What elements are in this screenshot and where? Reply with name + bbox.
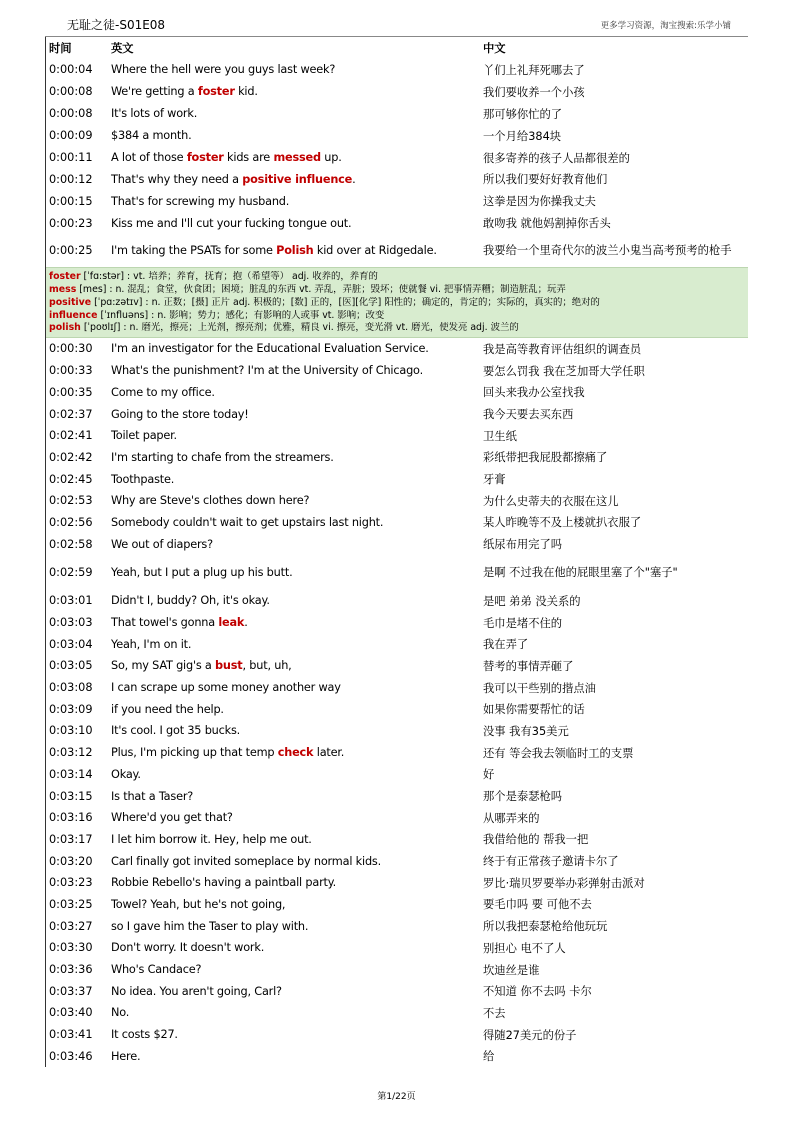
chinese-cell: 如果你需要帮忙的话: [483, 703, 585, 717]
table-row: [46, 403, 748, 425]
time-cell: 0:03:41: [49, 1028, 93, 1042]
english-text: [111, 724, 240, 737]
english-cell: [111, 59, 335, 81]
english-text: [111, 768, 141, 781]
chinese-cell: 是啊 不过我在他的屁眼里塞了个"塞子": [483, 565, 678, 579]
time-cell: 0:02:59: [49, 565, 93, 579]
table-row: [46, 633, 748, 655]
english-cell: [111, 1002, 129, 1024]
header-note: 更多学习资源，淘宝搜索:乐学小铺: [600, 21, 731, 31]
table-row: [46, 763, 748, 785]
time-cell: 0:00:08: [49, 85, 93, 99]
time-cell: 0:00:12: [49, 172, 93, 186]
time-cell: 0:00:08: [49, 107, 93, 121]
vocabulary-box: [46, 267, 748, 338]
table-row: [46, 894, 748, 916]
english-cell: [111, 1024, 178, 1046]
chinese-cell: 终于有正常孩子邀请卡尔了: [483, 855, 619, 869]
text-segment: Here.: [111, 1049, 141, 1063]
text-segment: kid.: [234, 85, 258, 99]
english-cell: [111, 103, 197, 125]
chinese-cell: 我们要收养一个小孩: [483, 85, 585, 99]
english-text: [111, 408, 249, 421]
text-segment: We're getting a: [111, 85, 198, 99]
text-segment: No idea. You aren't going, Carl?: [111, 984, 282, 998]
text-segment: Okay.: [111, 767, 141, 781]
text-segment: Why are Steve's clothes down here?: [111, 494, 310, 508]
keyword-highlight: check: [277, 746, 314, 760]
page-header: [45, 16, 748, 34]
chinese-cell: 丫们上礼拜死哪去了: [483, 63, 585, 77]
table-row: [46, 1024, 748, 1046]
text-segment: up.: [320, 151, 342, 164]
text-segment: Plus, I'm picking up that temp: [111, 746, 278, 760]
table-row: [46, 59, 748, 81]
table-row: [46, 447, 748, 469]
english-cell: [111, 147, 342, 169]
english-cell: [111, 959, 201, 981]
chinese-cell: 替考的事情弄砸了: [483, 659, 574, 673]
time-cell: 0:03:46: [49, 1049, 93, 1063]
table-row: [46, 425, 748, 447]
table-row: [46, 698, 748, 720]
time-cell: 0:00:09: [49, 129, 93, 143]
document-title: 无耻之徒-S01E08: [67, 18, 166, 32]
english-text: [111, 386, 215, 399]
keyword-highlight: leak: [218, 616, 245, 630]
chinese-cell: 纸尿布用完了吗: [483, 538, 563, 552]
time-cell: 0:03:16: [49, 811, 93, 825]
time-cell: 0:02:42: [49, 450, 93, 464]
time-cell: 0:03:03: [49, 616, 93, 630]
table-row: [46, 468, 748, 490]
english-cell: [111, 677, 341, 699]
english-text: [111, 85, 258, 98]
english-cell: [111, 633, 191, 655]
time-cell: 0:02:45: [49, 472, 93, 486]
text-segment: I'm an investigator for the Educational Evaluation Service.: [111, 342, 429, 356]
english-cell: [111, 872, 336, 894]
vocab-word: positive: [49, 296, 92, 308]
table-row: [46, 555, 748, 590]
table-row: [46, 959, 748, 981]
english-cell: [111, 425, 177, 447]
text-segment: It's lots of work.: [111, 107, 198, 121]
table-row: [46, 234, 748, 267]
english-cell: [111, 807, 233, 829]
vocab-entry: [49, 284, 748, 297]
time-cell: 0:03:40: [49, 1006, 93, 1020]
subtitle-rows-bottom: [46, 338, 748, 1067]
english-text: [111, 746, 344, 759]
english-text: [111, 107, 197, 120]
time-cell: 0:03:08: [49, 681, 93, 695]
text-segment: Somebody couldn't wait to get upstairs last night.: [111, 515, 384, 529]
text-segment: That towel's gonna: [111, 616, 219, 630]
english-text: [111, 1006, 129, 1019]
text-segment: I let him borrow it. Hey, help me out.: [111, 832, 312, 846]
text-segment: A lot of those: [111, 151, 187, 164]
text-segment: No.: [111, 1006, 130, 1020]
english-cell: [111, 381, 215, 403]
text-segment: so I gave him the Taser to play with.: [111, 919, 309, 933]
english-cell: [111, 915, 308, 937]
chinese-cell: 一个月给384块: [483, 129, 562, 143]
chinese-cell: 卫生纸: [483, 429, 517, 443]
time-cell: 0:03:01: [49, 594, 93, 608]
english-text: [111, 833, 312, 846]
time-cell: 0:03:10: [49, 724, 93, 738]
chinese-cell: 回头来我办公室找我: [483, 386, 585, 400]
vocab-definition: [ˈfɑ:stər] : vt. 培养；养育，抚育；抱（希望等） adj. 收养的，养育的: [80, 271, 378, 283]
text-segment: Towel? Yeah, but he's not going,: [111, 897, 286, 911]
english-text: [111, 151, 342, 164]
english-text: [111, 429, 177, 442]
table-row: [46, 512, 748, 534]
keyword-highlight: positive influence: [242, 172, 353, 186]
time-cell: 0:00:04: [49, 63, 93, 77]
english-cell: [111, 698, 224, 720]
time-cell: 0:02:53: [49, 494, 93, 508]
vocab-definition: [ˈɪnfluəns] : n. 影响；势力；感化；有影响的人或事 vt. 影响；改变: [97, 309, 385, 321]
vocab-entry: [49, 271, 748, 284]
text-segment: Yeah, but I put a plug up his butt.: [111, 565, 293, 579]
english-cell: [111, 234, 437, 267]
chinese-cell: 某人昨晚等不及上楼就扒衣服了: [483, 516, 642, 530]
chinese-cell: 好: [483, 768, 495, 782]
english-text: [111, 538, 213, 551]
vocab-entry: [49, 310, 748, 323]
text-segment: if you need the help.: [111, 702, 224, 716]
text-segment: Robbie Rebello's having a paintball party.: [111, 876, 337, 890]
english-cell: [111, 894, 285, 916]
table-row: [46, 829, 748, 851]
keyword-highlight: foster: [197, 85, 235, 99]
text-segment: Where'd you get that?: [111, 811, 233, 825]
chinese-cell: 牙膏: [483, 473, 506, 487]
english-text: [111, 920, 308, 933]
english-cell: [111, 850, 381, 872]
table-row: [46, 81, 748, 103]
time-cell: 0:02:56: [49, 515, 93, 529]
chinese-cell: 我可以干些别的揩点油: [483, 681, 596, 695]
text-segment: Yeah, I'm on it.: [111, 637, 192, 651]
time-cell: 0:03:36: [49, 963, 93, 977]
time-cell: 0:03:09: [49, 702, 93, 716]
table-row: [46, 1045, 748, 1067]
column-header-chinese: 中文: [483, 42, 506, 55]
text-segment: Come to my office.: [111, 385, 215, 399]
english-text: [111, 963, 201, 976]
chinese-cell: 从哪弄来的: [483, 811, 540, 825]
text-segment: Is that a Taser?: [111, 789, 194, 803]
english-text: [111, 638, 191, 651]
table-row: [46, 190, 748, 212]
chinese-cell: 要毛巾吗 要 可他不去: [483, 898, 592, 912]
text-segment: kid over at Ridgedale.: [313, 244, 437, 258]
table-row: [46, 785, 748, 807]
table-row: [46, 212, 748, 234]
english-cell: [111, 168, 356, 190]
text-segment: Don't worry. It doesn't work.: [111, 941, 265, 955]
english-cell: [111, 490, 309, 512]
time-cell: 0:00:25: [49, 244, 93, 258]
time-cell: 0:03:05: [49, 659, 93, 673]
english-text: [111, 173, 356, 186]
chinese-cell: 还有 等会我去领临时工的支票: [483, 746, 634, 760]
text-segment: .: [352, 172, 356, 186]
chinese-cell: 那可够你忙的了: [483, 107, 563, 121]
time-cell: 0:03:12: [49, 746, 93, 760]
english-cell: [111, 468, 174, 490]
keyword-highlight: Polish: [276, 244, 314, 258]
text-segment: I can scrape up some money another way: [111, 681, 341, 695]
time-cell: 0:03:14: [49, 767, 93, 781]
time-cell: 0:03:30: [49, 941, 93, 955]
chinese-cell: 坎迪丝是谁: [483, 963, 540, 977]
keyword-highlight: messed: [273, 151, 321, 164]
english-cell: [111, 1045, 140, 1067]
english-cell: [111, 190, 289, 212]
table-row: [46, 338, 748, 360]
text-segment: It's cool. I got 35 bucks.: [111, 724, 241, 738]
text-segment: kids are: [223, 151, 274, 164]
text-segment: Toothpaste.: [111, 472, 175, 486]
chinese-cell: 我在弄了: [483, 638, 529, 652]
english-text: [111, 985, 282, 998]
table-row: [46, 125, 748, 147]
english-cell: [111, 655, 292, 677]
english-cell: [111, 612, 248, 634]
page-number: 第1/22页: [377, 1092, 416, 1102]
table-row: [46, 807, 748, 829]
english-cell: [111, 937, 264, 959]
keyword-highlight: bust: [215, 659, 243, 673]
text-segment: It costs $27.: [111, 1028, 178, 1042]
english-cell: [111, 447, 334, 469]
time-cell: 0:00:33: [49, 364, 93, 378]
english-text: [111, 659, 292, 672]
english-text: [111, 63, 335, 76]
english-text: [111, 594, 270, 607]
chinese-cell: 我借给他的 帮我一把: [483, 833, 589, 847]
chinese-cell: 不去: [483, 1006, 506, 1020]
english-cell: [111, 720, 240, 742]
text-segment: We out of diapers?: [111, 537, 213, 551]
text-segment: , but, uh,: [242, 659, 292, 673]
time-cell: 0:03:37: [49, 984, 93, 998]
time-cell: 0:03:25: [49, 897, 93, 911]
english-text: [111, 876, 336, 889]
english-text: [111, 244, 437, 257]
table-row: [46, 655, 748, 677]
subtitle-table: [45, 37, 748, 1067]
english-cell: [111, 360, 423, 382]
chinese-cell: 我要给一个里奇代尔的波兰小鬼当高考预考的枪手: [483, 244, 732, 258]
time-cell: 0:03:04: [49, 637, 93, 651]
text-segment: So, my SAT gig's a: [111, 659, 216, 673]
table-row: [46, 742, 748, 764]
table-row: [46, 850, 748, 872]
time-cell: 0:00:15: [49, 194, 93, 208]
text-segment: That's for screwing my husband.: [111, 194, 290, 208]
english-text: [111, 129, 192, 142]
english-text: [111, 494, 309, 507]
vocab-word: influence: [49, 309, 98, 321]
time-cell: 0:02:58: [49, 537, 93, 551]
text-segment: I'm starting to chafe from the streamers.: [111, 450, 334, 464]
english-cell: [111, 829, 312, 851]
vocab-entry: [49, 297, 748, 310]
column-header-time: 时间: [49, 42, 72, 55]
english-cell: [111, 338, 429, 360]
chinese-cell: 很多寄养的孩子人品都很差的: [483, 151, 630, 165]
text-segment: Going to the store today!: [111, 407, 249, 421]
english-cell: [111, 742, 344, 764]
vocab-entry: [49, 322, 748, 335]
english-text: [111, 566, 292, 579]
chinese-cell: 我今天要去买东西: [483, 408, 574, 422]
chinese-cell: 那个是泰瑟枪吗: [483, 790, 563, 804]
table-row: [46, 872, 748, 894]
english-text: [111, 855, 381, 868]
table-row: [46, 677, 748, 699]
english-text: [111, 516, 383, 529]
chinese-cell: 不知道 你不去吗 卡尔: [483, 985, 592, 999]
chinese-cell: 罗比·瑞贝罗要举办彩弹射击派对: [483, 876, 645, 890]
time-cell: 0:00:11: [49, 151, 93, 164]
english-text: [111, 681, 341, 694]
text-segment: Where the hell were you guys last week?: [111, 63, 336, 77]
english-text: [111, 195, 289, 208]
chinese-cell: 为什么史蒂夫的衣服在这儿: [483, 494, 619, 508]
vocab-definition: [ˈpɑ:zətɪv] : n. 正数；[摄] 正片 adj. 积极的；[数] 正的，[医][化学] 阳性的；确定的，肯定的；实际的，真实的；绝对的: [91, 296, 600, 308]
time-cell: 0:00:23: [49, 216, 93, 230]
english-cell: [111, 980, 282, 1002]
english-text: [111, 473, 174, 486]
time-cell: 0:03:27: [49, 919, 93, 933]
table-row: [46, 980, 748, 1002]
time-cell: 0:03:15: [49, 789, 93, 803]
text-segment: That's why they need a: [111, 172, 243, 186]
english-cell: [111, 555, 292, 590]
chinese-cell: 给: [483, 1050, 495, 1064]
english-text: [111, 898, 285, 911]
table-row: [46, 168, 748, 190]
table-row: [46, 612, 748, 634]
english-text: [111, 364, 423, 377]
vocab-word: foster: [49, 271, 81, 283]
table-row: [46, 915, 748, 937]
time-cell: 0:02:37: [49, 407, 93, 421]
english-cell: [111, 512, 383, 534]
table-row: [46, 103, 748, 125]
text-segment: What's the punishment? I'm at the University of Chicago.: [111, 364, 423, 378]
english-text: [111, 1050, 140, 1063]
time-cell: 0:03:23: [49, 876, 93, 890]
chinese-cell: 所以我们要好好教育他们: [483, 173, 608, 187]
vocab-definition: [mes] : n. 混乱；食堂，伙食团；困境；脏乱的东西 vt. 弄乱，弄脏；毁坏；使就餐 vi. 把事情弄糟；制造脏乱；玩弄: [76, 283, 566, 295]
chinese-cell: 是吧 弟弟 没关系的: [483, 594, 581, 608]
subtitle-rows-top: [46, 59, 748, 267]
time-cell: 0:02:41: [49, 429, 93, 443]
text-segment: later.: [313, 746, 345, 760]
text-segment: Didn't I, buddy? Oh, it's okay.: [111, 594, 270, 608]
english-cell: [111, 590, 270, 612]
text-segment: Kiss me and I'll cut your fucking tongue out.: [111, 216, 352, 230]
text-segment: .: [244, 616, 248, 630]
keyword-highlight: foster: [186, 151, 224, 164]
english-text: [111, 217, 351, 230]
english-cell: [111, 763, 141, 785]
table-row: [46, 490, 748, 512]
column-header-english: 英文: [111, 42, 134, 55]
chinese-cell: 没事 我有35美元: [483, 724, 569, 738]
table-row: [46, 360, 748, 382]
chinese-cell: 敢吻我 就他妈割掉你舌头: [483, 217, 611, 231]
english-text: [111, 811, 233, 824]
text-segment: $384 a month.: [111, 129, 192, 143]
table-row: [46, 1002, 748, 1024]
text-segment: Who's Candace?: [111, 963, 202, 977]
vocab-definition: [ˈpoʊlɪʃ] : n. 磨光，擦亮；上光剂，擦亮剂；优雅，精良 vi. 擦亮，变光滑 vt. 磨光，使发亮 adj. 波兰的: [80, 322, 519, 334]
table-row: [46, 533, 748, 555]
table-row: [46, 590, 748, 612]
vocab-word: mess: [49, 283, 77, 295]
english-text: [111, 1028, 178, 1041]
english-cell: [111, 785, 193, 807]
vocab-word: polish: [49, 322, 81, 334]
english-text: [111, 616, 248, 629]
english-cell: [111, 212, 351, 234]
english-text: [111, 941, 264, 954]
english-text: [111, 790, 193, 803]
table-row: [46, 937, 748, 959]
text-segment: I'm taking the PSATs for some: [111, 244, 277, 258]
table-row: [46, 720, 748, 742]
text-segment: Toilet paper.: [111, 429, 177, 443]
chinese-cell: 这拳是因为你操我丈夫: [483, 195, 596, 209]
table-header-row: [46, 37, 748, 59]
chinese-cell: 毛巾是堵不住的: [483, 616, 563, 630]
chinese-cell: 彩纸带把我屁股都擦痛了: [483, 451, 608, 465]
english-text: [111, 342, 429, 355]
chinese-cell: 要怎么罚我 我在芝加哥大学任职: [483, 364, 645, 378]
english-cell: [111, 81, 258, 103]
text-segment: Carl finally got invited someplace by normal kids.: [111, 854, 381, 868]
chinese-cell: 所以我把泰瑟枪给他玩玩: [483, 920, 608, 934]
chinese-cell: 得随27美元的份子: [483, 1028, 577, 1042]
english-text: [111, 703, 224, 716]
english-cell: [111, 125, 192, 147]
table-row: [46, 147, 748, 169]
table-row: [46, 381, 748, 403]
chinese-cell: 别担心 电不了人: [483, 941, 566, 955]
time-cell: 0:00:30: [49, 342, 93, 356]
time-cell: 0:03:20: [49, 854, 93, 868]
time-cell: 0:00:35: [49, 385, 93, 399]
english-cell: [111, 403, 249, 425]
time-cell: 0:03:17: [49, 832, 93, 846]
chinese-cell: 我是高等教育评估组织的调查员: [483, 342, 642, 356]
english-cell: [111, 533, 213, 555]
english-text: [111, 451, 334, 464]
